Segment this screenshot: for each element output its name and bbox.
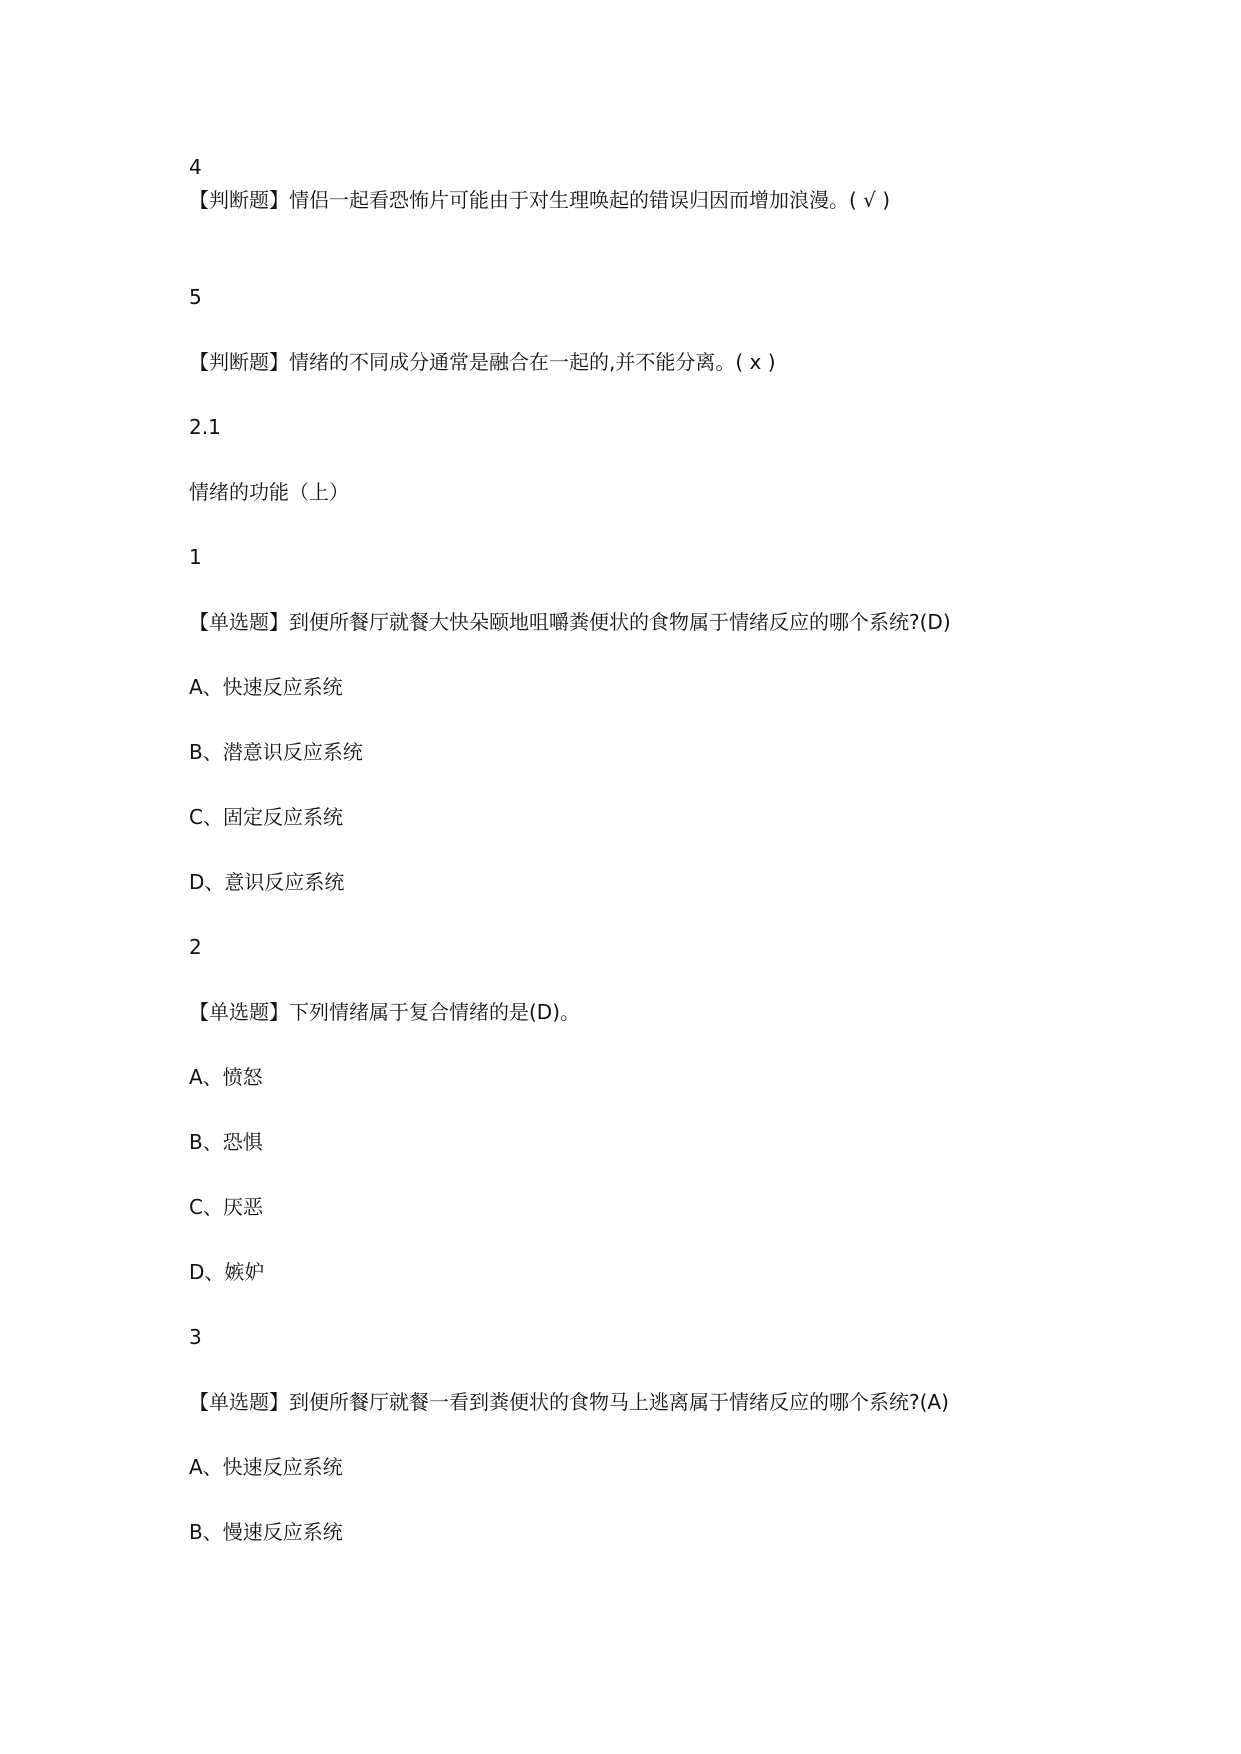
single-choice-question: 【单选题】下列情绪属于复合情绪的是(D)。 bbox=[189, 1000, 581, 1024]
section-title: 情绪的功能（上） bbox=[189, 480, 349, 504]
true-false-question: 【判断题】情侣一起看恐怖片可能由于对生理唤起的错误归因而增加浪漫。( √ ) bbox=[189, 188, 891, 212]
single-choice-question: 【单选题】到便所餐厅就餐大快朵颐地咀嚼粪便状的食物属于情绪反应的哪个系统?(D) bbox=[189, 610, 951, 634]
question-number: 1 bbox=[189, 545, 202, 569]
single-choice-question: 【单选题】到便所餐厅就餐一看到粪便状的食物马上逃离属于情绪反应的哪个系统?(A) bbox=[189, 1390, 949, 1414]
answer-option: D、嫉妒 bbox=[189, 1260, 265, 1284]
answer-option: C、厌恶 bbox=[189, 1195, 263, 1219]
answer-option: C、固定反应系统 bbox=[189, 805, 343, 829]
question-number: 5 bbox=[189, 285, 202, 309]
question-number: 4 bbox=[189, 155, 202, 179]
answer-option: D、意识反应系统 bbox=[189, 870, 345, 894]
answer-option: A、快速反应系统 bbox=[189, 675, 343, 699]
answer-option: B、慢速反应系统 bbox=[189, 1520, 343, 1544]
answer-option: A、快速反应系统 bbox=[189, 1455, 343, 1479]
answer-option: B、恐惧 bbox=[189, 1130, 263, 1154]
answer-option: B、潜意识反应系统 bbox=[189, 740, 363, 764]
question-number: 3 bbox=[189, 1325, 202, 1349]
true-false-question: 【判断题】情绪的不同成分通常是融合在一起的,并不能分离。( x ) bbox=[189, 350, 776, 374]
section-number: 2.1 bbox=[189, 415, 221, 439]
answer-option: A、愤怒 bbox=[189, 1065, 263, 1089]
question-number: 2 bbox=[189, 935, 202, 959]
